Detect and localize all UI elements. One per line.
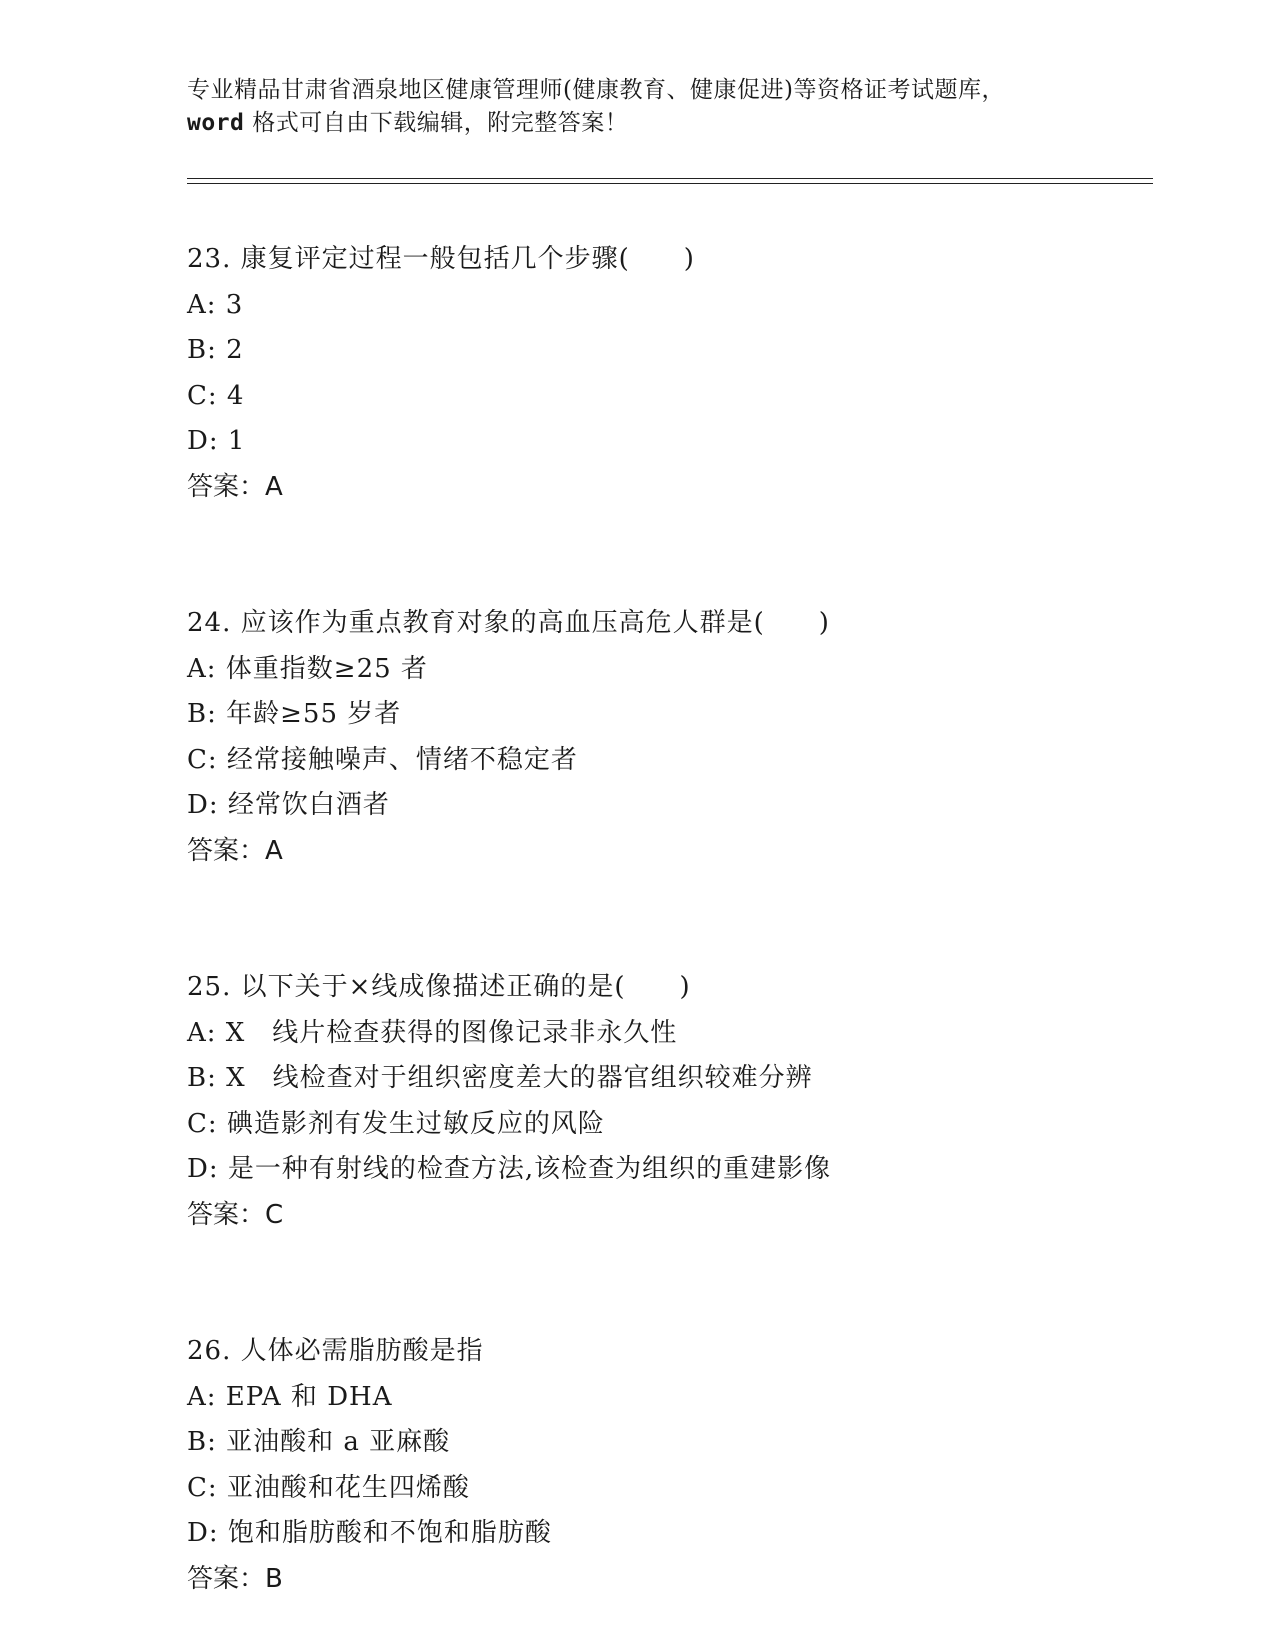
option-a: A: 3 (187, 289, 244, 320)
document-header (187, 74, 1147, 140)
option-d: D: 是一种有射线的检查方法,该检查为组织的重建影像 (187, 1154, 832, 1184)
answer: 答案：C (187, 1199, 284, 1230)
answer: 答案：A (187, 471, 283, 502)
question-26 (187, 1329, 1167, 1602)
header-divider-top (187, 178, 1153, 179)
option-b: B: 亚油酸和 a 亚麻酸 (187, 1427, 451, 1457)
option-c: C: 亚油酸和花生四烯酸 (187, 1472, 470, 1503)
question-title: 24. 应该作为重点教育对象的高血压高危人群是( ) (187, 608, 830, 638)
header-divider-bottom (187, 183, 1153, 184)
question-spacer (187, 874, 1167, 965)
question-24 (187, 601, 1167, 874)
option-a: A: 体重指数≥25 者 (187, 653, 428, 684)
option-a: A: X 线片检查获得的图像记录非永久性 (187, 1017, 678, 1048)
header-line-2-text: 格式可自由下载编辑，附完整答案！ (244, 110, 629, 136)
question-spacer (187, 510, 1167, 601)
question-23 (187, 237, 1167, 510)
answer: 答案：A (187, 835, 283, 866)
header-line-1: 专业精品甘肃省酒泉地区健康管理师(健康教育、健康促进)等资格证考试题库， (187, 77, 1005, 103)
option-c: C: 4 (187, 380, 245, 411)
header-word-label: word (187, 110, 245, 136)
option-c: C: 碘造影剂有发生过敏反应的风险 (187, 1108, 605, 1139)
option-b: B: 年龄≥55 岁者 (187, 699, 402, 729)
answer: 答案：B (187, 1563, 283, 1594)
option-c: C: 经常接触噪声、情绪不稳定者 (187, 744, 578, 775)
question-spacer (187, 1238, 1167, 1329)
question-list (187, 237, 1167, 1602)
question-title: 23. 康复评定过程一般包括几个步骤( ) (187, 244, 695, 274)
option-a: A: EPA 和 DHA (187, 1381, 393, 1412)
question-title: 25. 以下关于×线成像描述正确的是( ) (187, 972, 691, 1002)
question-25 (187, 965, 1167, 1238)
option-d: D: 饱和脂肪酸和不饱和脂肪酸 (187, 1518, 552, 1548)
option-d: D: 1 (187, 426, 246, 456)
option-b: B: X 线检查对于组织密度差大的器官组织较难分辨 (187, 1063, 813, 1093)
option-b: B: 2 (187, 335, 244, 365)
option-d: D: 经常饮白酒者 (187, 790, 390, 820)
question-title: 26. 人体必需脂肪酸是指 (187, 1336, 484, 1366)
header-line-2 (187, 107, 1147, 140)
